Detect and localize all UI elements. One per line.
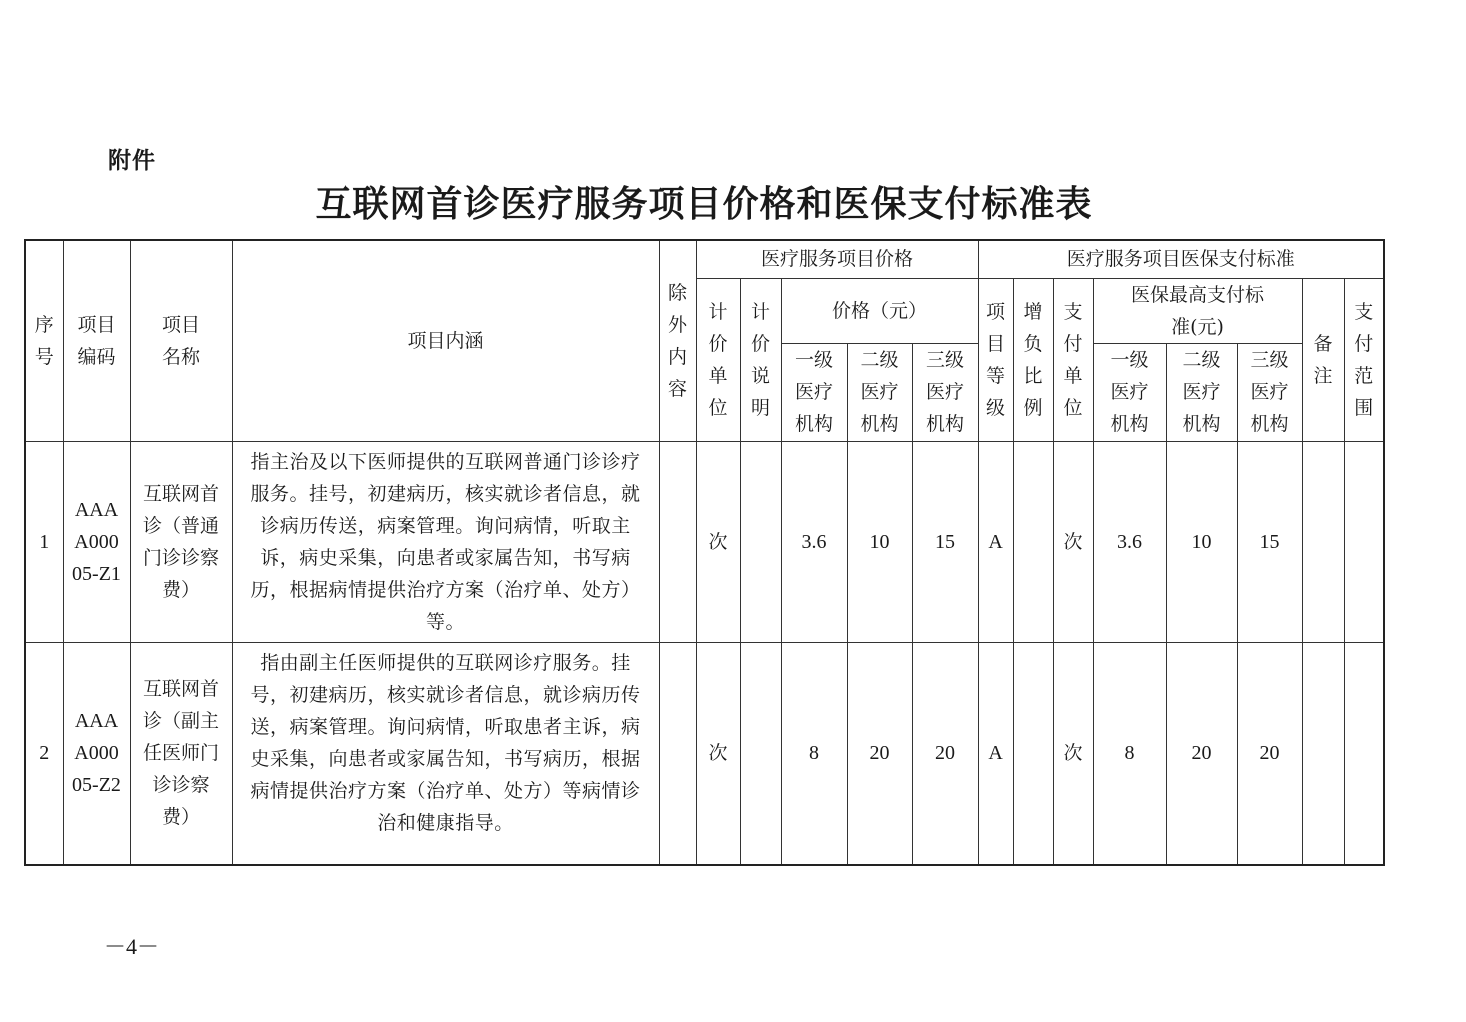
cell-remark (1302, 441, 1344, 642)
header-price-yuan: 价格（元） (781, 278, 978, 343)
cell-price-l1: 8 (781, 642, 847, 865)
cell-content: 指主治及以下医师提供的互联网普通门诊诊疗服务。挂号，初建病历，核实就诊者信息，就诊病历传送，病案管理。询问病情，听取主诉，病史采集，向患者或家属告知，书写病历，根据病情提供治疗方案（治疗单、处方）等。 (232, 441, 659, 642)
cell-unit-note (740, 441, 781, 642)
header-price-group: 医疗服务项目价格 (696, 240, 978, 278)
table-row (25, 441, 1384, 642)
cell-pay-unit: 次 (1053, 441, 1093, 642)
header-ins-level2: 二级医疗机构 (1166, 343, 1237, 441)
cell-pay-unit: 次 (1053, 642, 1093, 865)
cell-ins-l1: 8 (1093, 642, 1166, 865)
cell-name: 互联网首诊（副主任医师门诊诊察费） (130, 642, 232, 865)
cell-ins-l3: 20 (1237, 642, 1302, 865)
cell-code: AAAA00005-Z2 (63, 642, 130, 865)
header-level3: 三级医疗机构 (912, 343, 978, 441)
table-row (25, 642, 1384, 865)
attachment-label: 附件 (108, 148, 156, 174)
cell-unit: 次 (696, 642, 740, 865)
header-code: 项目编码 (63, 240, 130, 441)
header-insurance-group: 医疗服务项目医保支付标准 (978, 240, 1384, 278)
cell-price-l2: 20 (847, 642, 912, 865)
header-unit: 计价单位 (696, 278, 740, 441)
page-number: －4－ (104, 934, 160, 959)
cell-excluded (659, 642, 696, 865)
header-ins-level1: 一级医疗机构 (1093, 343, 1166, 441)
cell-price-l3: 15 (912, 441, 978, 642)
cell-grade: A (978, 642, 1013, 865)
cell-ins-l2: 10 (1166, 441, 1237, 642)
cell-ins-l1: 3.6 (1093, 441, 1166, 642)
cell-unit-note (740, 642, 781, 865)
header-pay-unit: 支付单位 (1053, 278, 1093, 441)
cell-ratio (1013, 441, 1053, 642)
cell-scope (1344, 642, 1384, 865)
header-excluded: 除外内容 (659, 240, 696, 441)
header-pay-scope: 支付范围 (1344, 278, 1384, 441)
cell-ratio (1013, 642, 1053, 865)
header-level1: 一级医疗机构 (781, 343, 847, 441)
cell-price-l3: 20 (912, 642, 978, 865)
header-item-grade: 项目等级 (978, 278, 1013, 441)
header-unit-note: 计价说明 (740, 278, 781, 441)
cell-ins-l2: 20 (1166, 642, 1237, 865)
header-name: 项目名称 (130, 240, 232, 441)
cell-content: 指由副主任医师提供的互联网诊疗服务。挂号，初建病历，核实就诊者信息，就诊病历传送，病案管理。询问病情，听取患者主诉，病史采集，向患者或家属告知，书写病历，根据病情提供治疗方案（治疗单、处方）等病情诊治和健康指导。 (232, 642, 659, 865)
price-table (24, 239, 1385, 866)
cell-ins-l3: 15 (1237, 441, 1302, 642)
cell-price-l2: 10 (847, 441, 912, 642)
cell-seq: 1 (25, 441, 63, 642)
cell-remark (1302, 642, 1344, 865)
cell-grade: A (978, 441, 1013, 642)
header-ins-level3: 三级医疗机构 (1237, 343, 1302, 441)
cell-price-l1: 3.6 (781, 441, 847, 642)
header-extra-ratio: 增负比例 (1013, 278, 1053, 441)
cell-seq: 2 (25, 642, 63, 865)
cell-scope (1344, 441, 1384, 642)
header-row-1 (25, 240, 1384, 278)
cell-excluded (659, 441, 696, 642)
cell-name: 互联网首诊（普通门诊诊察费） (130, 441, 232, 642)
header-max-pay: 医保最高支付标准(元) (1093, 278, 1302, 343)
cell-unit: 次 (696, 441, 740, 642)
header-content: 项目内涵 (232, 240, 659, 441)
header-seq: 序号 (25, 240, 63, 441)
header-level2: 二级医疗机构 (847, 343, 912, 441)
document-title: 互联网首诊医疗服务项目价格和医保支付标准表 (315, 183, 1093, 225)
header-remark: 备注 (1302, 278, 1344, 441)
cell-code: AAAA00005-Z1 (63, 441, 130, 642)
